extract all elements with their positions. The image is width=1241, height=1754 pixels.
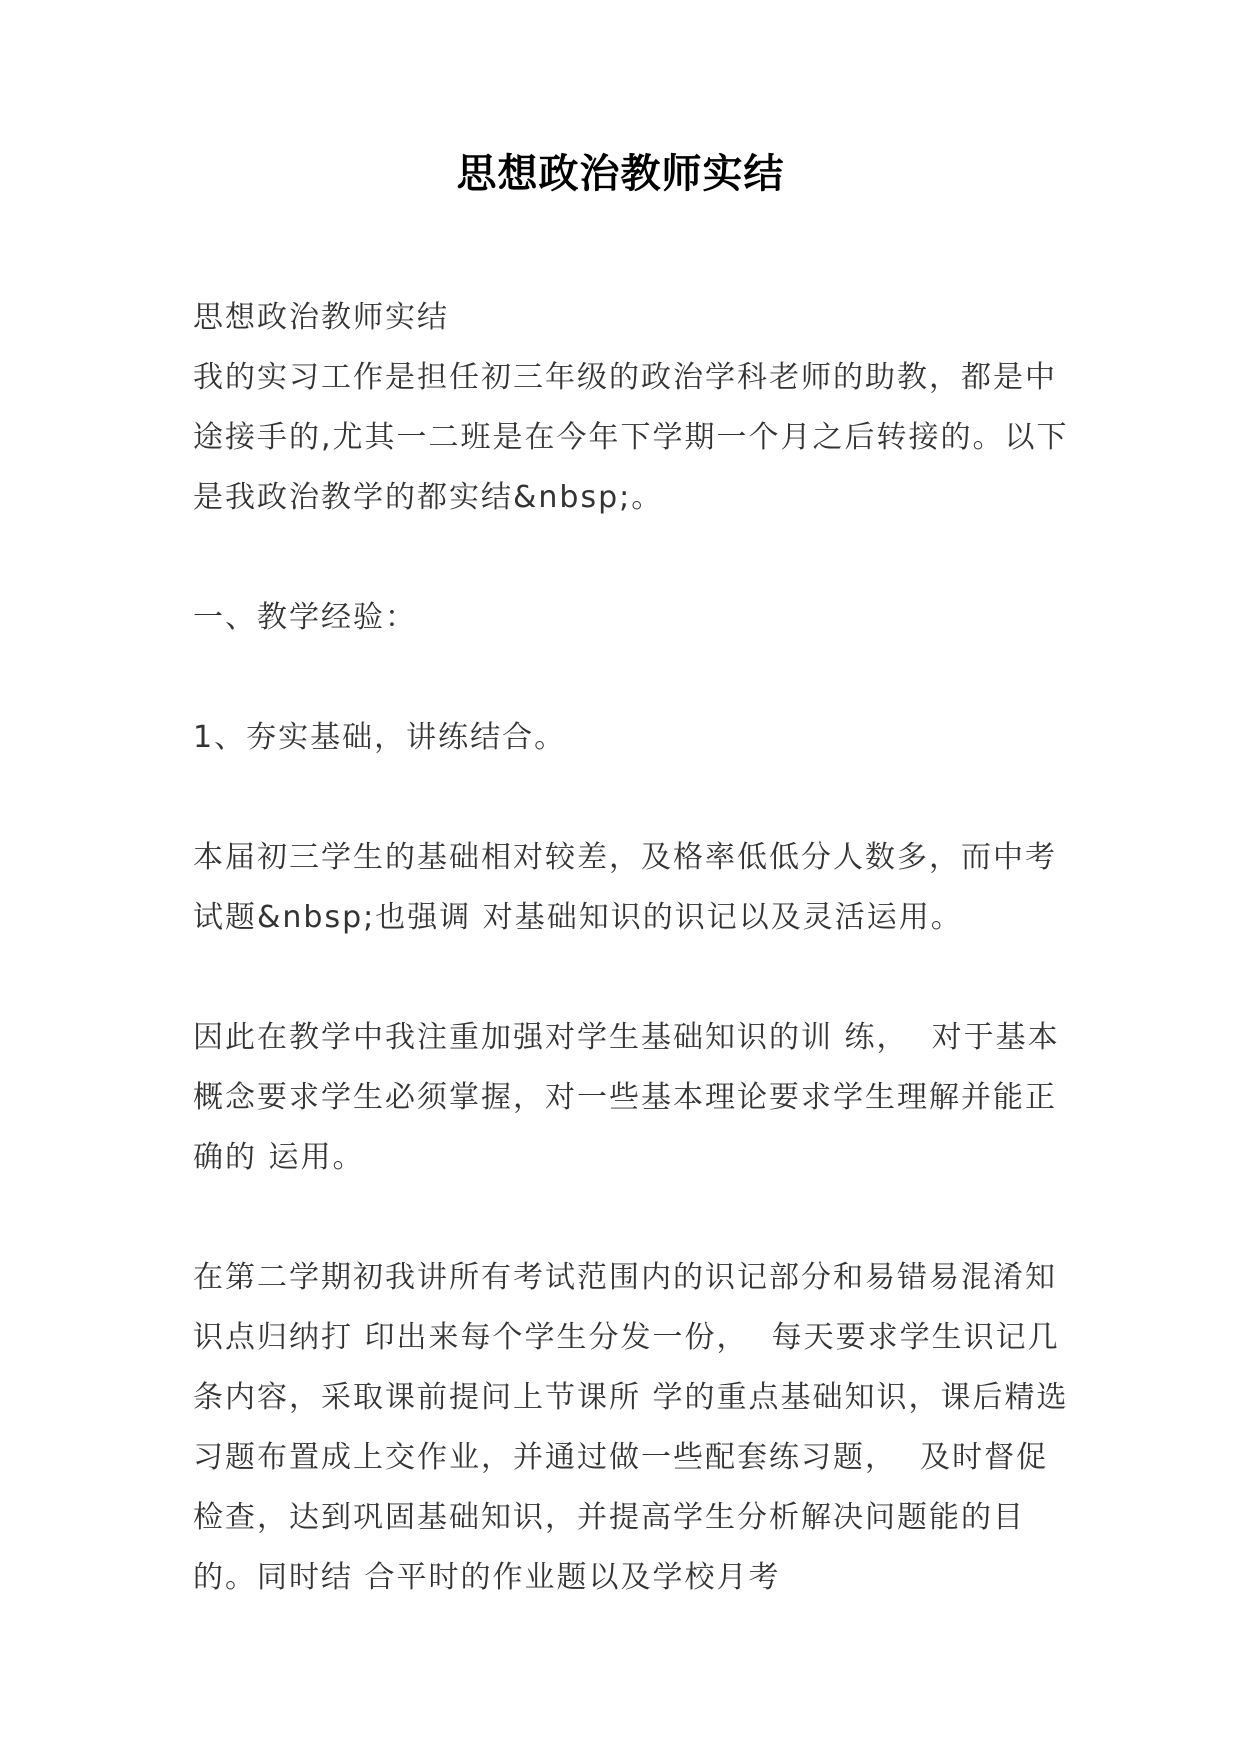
section-heading: 一、教学经验： bbox=[193, 600, 417, 635]
paragraph-subtitle: 思想政治教师实结 bbox=[193, 300, 449, 335]
paragraph-gap bbox=[193, 948, 1073, 1008]
paragraph: 在第二学期初我讲所有考试范围内的识记部分和易错易混淆知识点归纳打 印出来每个学生分发一份， 每天要求学生识记几条内容，采取课前提问上节课所 学的重点基础知识，课后精选习题布置成上交作业，并通过做一些配套练习题， 及时督促检查，达到巩固基础知识，并提高学生分析解决问题能的目的。同时结 合平时的作业题以及学校月考 bbox=[193, 1260, 1069, 1595]
subsection-heading: 1、夯实基础，讲练结合。 bbox=[193, 720, 567, 755]
paragraph-intro: 我的实习工作是担任初三年级的政治学科老师的助教，都是中途接手的,尤其一二班是在今年下学期一个月之后转接的。以下是我政治教学的都实结&nbsp;。 bbox=[193, 360, 1069, 515]
document-body bbox=[193, 288, 1073, 1608]
paragraph: 本届初三学生的基础相对较差，及格率低低分人数多，而中考试题&nbsp;也强调 对基础知识的识记以及灵活运用。 bbox=[193, 840, 1057, 935]
paragraph-gap bbox=[193, 648, 1073, 708]
paragraph: 因此在教学中我注重加强对学生基础知识的训 练， 对于基本概念要求学生必须掌握，对一些基本理论要求学生理解并能正确的 运用。 bbox=[193, 1020, 1060, 1175]
paragraph-gap bbox=[193, 768, 1073, 828]
document-title: 思想政治教师实结 bbox=[456, 150, 785, 197]
paragraph-gap bbox=[193, 528, 1073, 588]
paragraph-gap bbox=[193, 1188, 1073, 1248]
